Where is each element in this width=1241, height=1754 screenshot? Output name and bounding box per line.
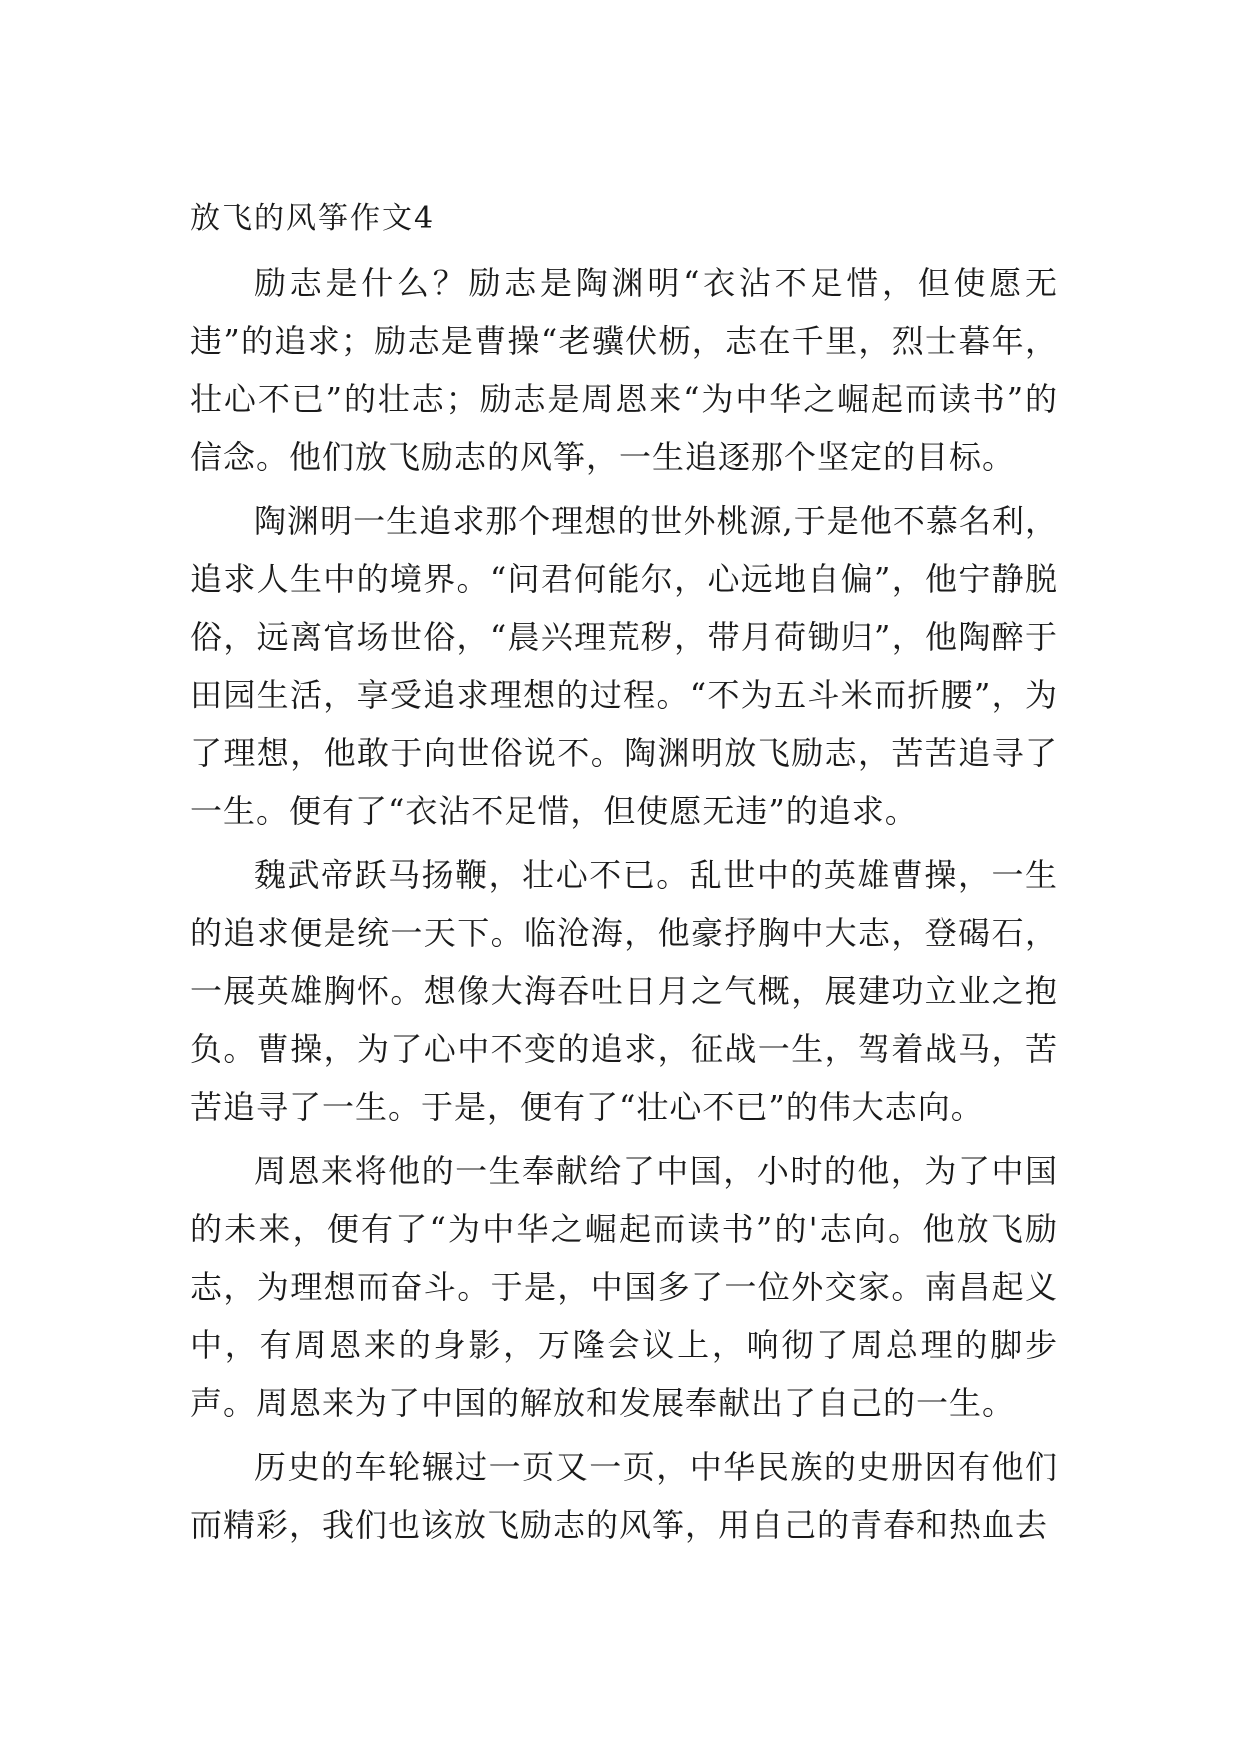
paragraph-1: 励志是什么？励志是陶渊明“衣沾不足惜，但使愿无违”的追求；励志是曹操“老骥伏枥，志在千里，烈士暮年，壮心不已”的壮志；励志是周恩来“为中华之崛起而读书”的信念。他们放飞励志的风筝，一生追逐那个坚定的目标。	[190, 264, 1058, 476]
paragraph-5: 历史的车轮辗过一页又一页，中华民族的史册因有他们而精彩，我们也该放飞励志的风筝，用自己的青春和热血去	[190, 1448, 1058, 1544]
document-body	[190, 196, 1058, 1560]
paragraph-2: 陶渊明一生追求那个理想的世外桃源,于是他不慕名利，追求人生中的境界。“问君何能尔，心远地自偏”，他宁静脱俗，远离官场世俗，“晨兴理荒秽，带月荷锄归”，他陶醉于田园生活，享受追求理想的过程。“不为五斗米而折腰”，为了理想，他敢于向世俗说不。陶渊明放飞励志，苦苦追寻了一生。便有了“衣沾不足惜，但使愿无违”的追求。	[190, 502, 1058, 830]
paragraph-3: 魏武帝跃马扬鞭，壮心不已。乱世中的英雄曹操，一生的追求便是统一天下。临沧海，他豪抒胸中大志，登碣石，一展英雄胸怀。想像大海吞吐日月之气概，展建功立业之抱负。曹操，为了心中不变的追求，征战一生，驾着战马，苦苦追寻了一生。于是，便有了“壮心不已”的伟大志向。	[190, 856, 1058, 1126]
paragraph-4: 周恩来将他的一生奉献给了中国，小时的他，为了中国的未来，便有了“为中华之崛起而读书”的'志向。他放飞励志，为理想而奋斗。于是，中国多了一位外交家。南昌起义中，有周恩来的身影，万隆会议上，响彻了周总理的脚步声。周恩来为了中国的解放和发展奉献出了自己的一生。	[190, 1152, 1058, 1422]
document-title: 放飞的风筝作文4	[190, 201, 436, 236]
